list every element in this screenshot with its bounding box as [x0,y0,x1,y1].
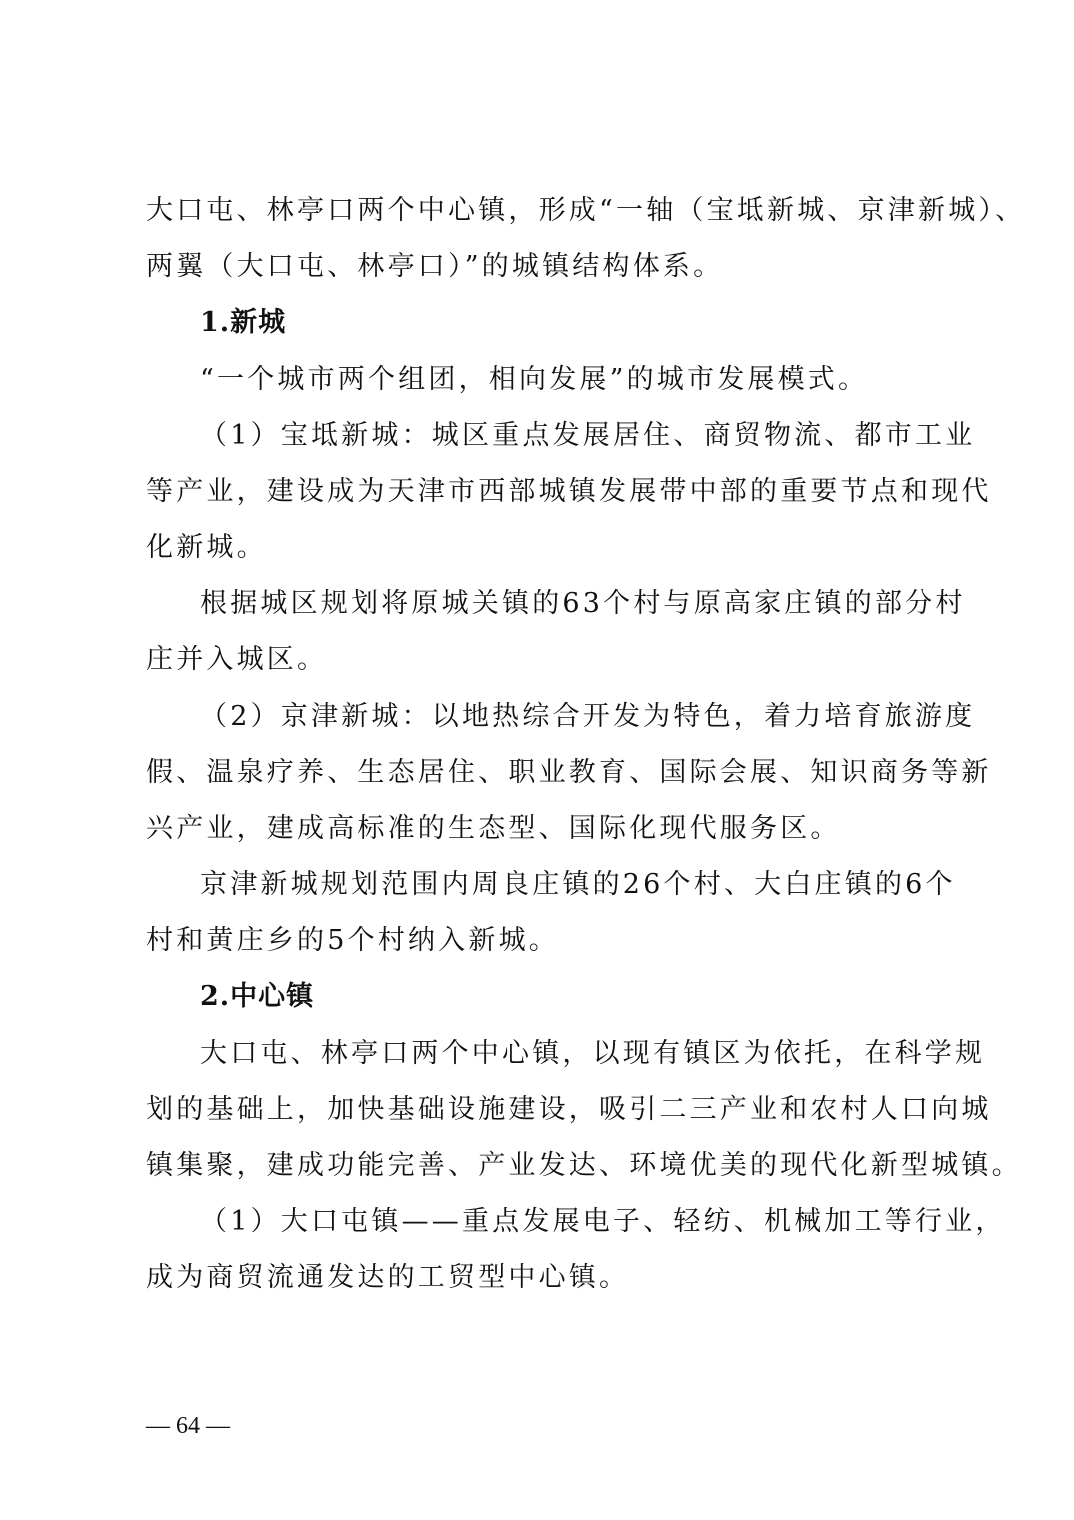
paragraph-line: 划的基础上，加快基础设施建设，吸引二三产业和农村人口向城 [146,1094,992,1125]
paragraph-line: 京津新城规划范围内周良庄镇的26个村、大白庄镇的6个 [200,869,956,900]
paragraph-line: 根据城区规划将原城关镇的63个村与原高家庄镇的部分村 [200,588,966,619]
paragraph-line: （1）宝坻新城：城区重点发展居住、商贸物流、都市工业 [200,420,976,451]
page-number: — 64 — [146,1413,230,1439]
paragraph-line: 大口屯、林亭口两个中心镇，形成“一轴（宝坻新城、京津新城）、 [146,195,1026,226]
paragraph-line: 村和黄庄乡的5个村纳入新城。 [146,925,559,956]
paragraph-line: 兴产业，建成高标准的生态型、国际化现代服务区。 [146,813,841,844]
paragraph-line: （1）大口屯镇——重点发展电子、轻纺、机械加工等行业， [200,1206,1006,1237]
paragraph-line: 大口屯、林亭口两个中心镇，以现有镇区为依托，在科学规 [200,1038,986,1069]
paragraph-line: 庄并入城区。 [146,644,328,675]
paragraph-line: 镇集聚，建成功能完善、产业发达、环境优美的现代化新型城镇。 [146,1150,1022,1181]
section-heading: 1.新城 [200,307,287,338]
paragraph-line: 等产业，建设成为天津市西部城镇发展带中部的重要节点和现代 [146,476,992,507]
paragraph-line: “一个城市两个组团，相向发展”的城市发展模式。 [200,364,869,395]
paragraph-line: 两翼（大口屯、林亭口）”的城镇结构体系。 [146,251,724,282]
section-heading: 2.中心镇 [200,981,315,1012]
paragraph-line: 假、温泉疗养、生态居住、职业教育、国际会展、知识商务等新 [146,757,992,788]
paragraph-line: 成为商贸流通发达的工贸型中心镇。 [146,1262,630,1293]
paragraph-line: 化新城。 [146,532,267,563]
paragraph-line: （2）京津新城：以地热综合开发为特色，着力培育旅游度 [200,701,976,732]
